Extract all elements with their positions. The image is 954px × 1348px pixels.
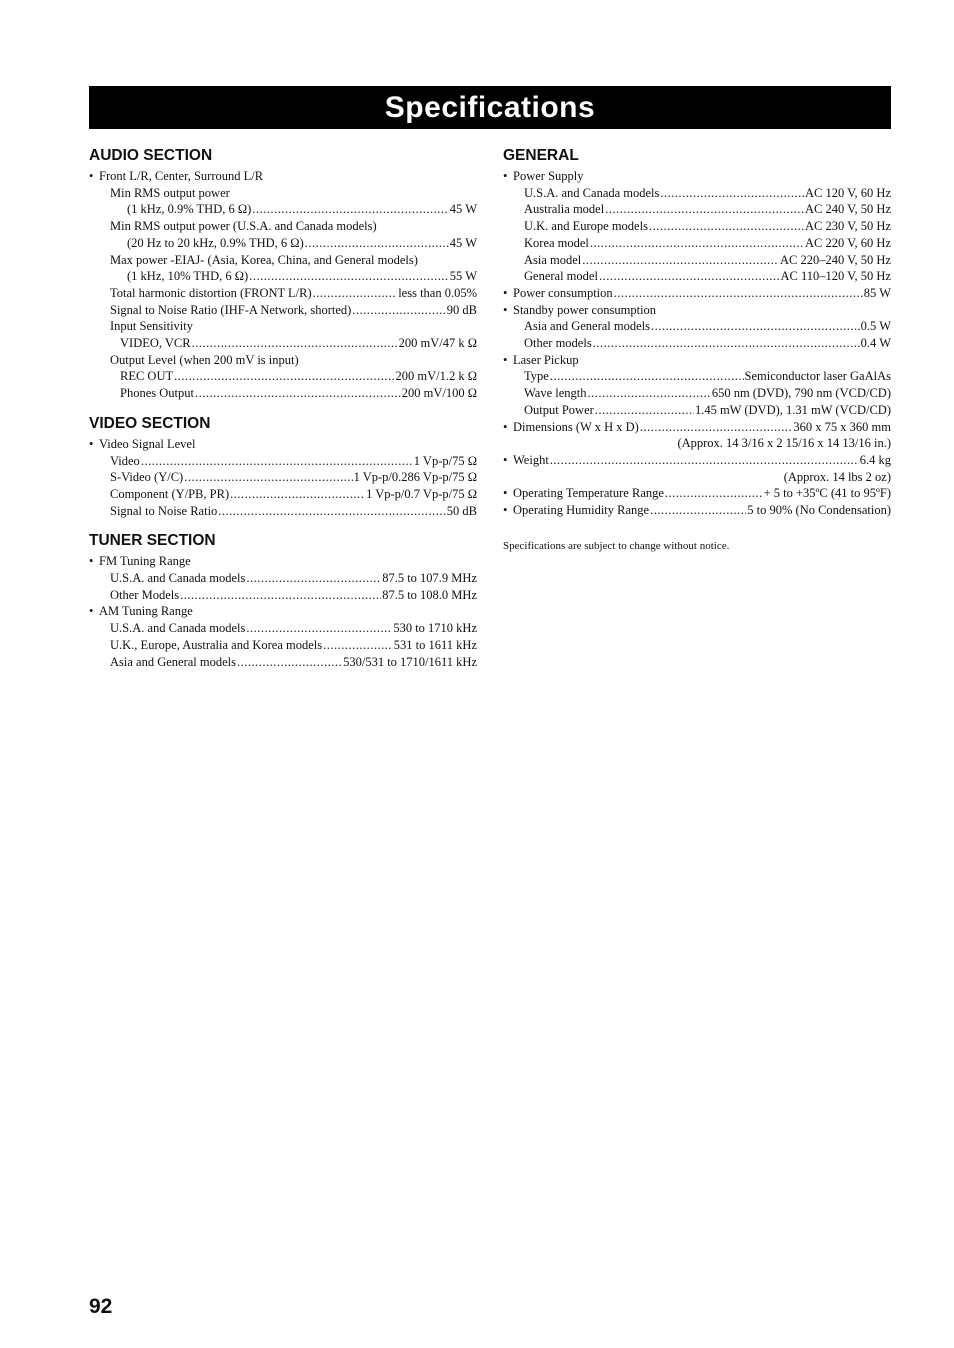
dot-leader	[550, 368, 744, 385]
spec-label: Other models	[524, 336, 592, 351]
spec-line	[89, 201, 477, 218]
spec-value: 200 mV/47 k Ω	[398, 336, 477, 351]
dot-leader	[595, 402, 694, 419]
spec-value: 87.5 to 107.9 MHz	[382, 571, 477, 586]
spec-value: 1 Vp-p/0.7 Vp-p/75 Ω	[366, 486, 477, 501]
spec-line	[89, 218, 477, 235]
dot-leader	[305, 235, 449, 252]
spec-value: 1.45 mW (DVD), 1.31 mW (VCD/CD)	[694, 402, 891, 417]
spec-label: (Approx. 14 lbs 2 oz)	[783, 469, 891, 484]
spec-label: Australia model	[524, 202, 605, 217]
spec-line	[503, 385, 891, 402]
tuner-section-heading: TUNER SECTION	[89, 532, 216, 550]
spec-line	[503, 201, 891, 218]
spec-line	[89, 637, 477, 654]
spec-line	[89, 603, 477, 620]
spec-label: Video Signal Level	[99, 436, 196, 451]
spec-line	[503, 469, 891, 486]
dot-leader	[195, 385, 401, 402]
spec-label: U.S.A. and Canada models	[110, 571, 246, 586]
spec-line	[503, 235, 891, 252]
spec-label: Standby power consumption	[513, 302, 657, 317]
spec-value: AC 110–120 V, 50 Hz	[780, 269, 891, 284]
spec-value: 87.5 to 108.0 MHz	[382, 587, 477, 602]
general-section	[503, 146, 891, 519]
spec-label: U.K., Europe, Australia and Korea models	[110, 637, 323, 652]
dot-leader	[593, 335, 860, 352]
dot-leader	[599, 268, 780, 285]
spec-line	[89, 385, 477, 402]
dot-leader	[237, 654, 342, 671]
spec-label: Wave length	[524, 386, 587, 401]
spec-label: Signal to Noise Ratio (IHF-A Network, shorted)	[110, 302, 352, 317]
bullet-icon: •	[503, 169, 508, 183]
spec-value: 6.4 kg	[859, 452, 891, 467]
spec-line	[503, 435, 891, 452]
spec-line	[503, 368, 891, 385]
dot-leader	[174, 368, 394, 385]
spec-line	[89, 587, 477, 604]
spec-label: (20 Hz to 20 kHz, 0.9% THD, 6 Ω)	[127, 235, 304, 250]
dot-leader	[650, 502, 746, 519]
dot-leader	[651, 318, 860, 335]
spec-label: Dimensions (W x H x D)	[513, 419, 639, 434]
spec-value: 55 W	[449, 269, 477, 284]
spec-label: Korea model	[524, 235, 589, 250]
general-spec-list	[503, 168, 891, 519]
spec-line	[89, 168, 477, 185]
spec-line	[503, 168, 891, 185]
dot-leader	[665, 485, 763, 502]
spec-value: 50 dB	[446, 503, 477, 518]
spec-line	[89, 352, 477, 369]
spec-line	[503, 335, 891, 352]
spec-value: 200 mV/100 Ω	[401, 386, 477, 401]
spec-label: General model	[524, 269, 598, 284]
spec-value: 0.4 W	[860, 336, 891, 351]
spec-line	[89, 453, 477, 470]
spec-label: Total harmonic distortion (FRONT L/R)	[110, 285, 312, 300]
spec-line	[89, 436, 477, 453]
dot-leader	[640, 419, 793, 436]
spec-line	[503, 268, 891, 285]
spec-value: 45 W	[449, 202, 477, 217]
bullet-icon: •	[503, 352, 508, 367]
spec-label: Video	[110, 453, 140, 468]
spec-value: 200 mV/1.2 k Ω	[395, 369, 477, 384]
spec-line	[89, 335, 477, 352]
spec-label: Asia and General models	[110, 654, 237, 669]
dot-leader	[246, 570, 381, 587]
spec-label: (Approx. 14 3/16 x 2 15/16 x 14 13/16 in.)	[677, 436, 891, 451]
dot-leader	[180, 587, 381, 604]
dot-leader	[614, 285, 863, 302]
spec-line	[503, 502, 891, 519]
spec-label: Min RMS output power (U.S.A. and Canada models)	[110, 219, 377, 234]
spec-line	[503, 402, 891, 419]
dot-leader	[313, 285, 398, 302]
dot-leader	[323, 637, 393, 654]
spec-value: 0.5 W	[860, 319, 891, 334]
spec-value: 650 nm (DVD), 790 nm (VCD/CD)	[711, 386, 891, 401]
spec-label: Asia model	[524, 252, 582, 267]
spec-label: (1 kHz, 10% THD, 6 Ω)	[127, 269, 249, 284]
spec-line	[89, 620, 477, 637]
bullet-icon: •	[89, 554, 94, 569]
spec-line	[503, 302, 891, 319]
spec-line	[503, 285, 891, 302]
spec-value: AC 240 V, 50 Hz	[804, 202, 891, 217]
spec-line	[503, 485, 891, 502]
dot-leader	[660, 185, 804, 202]
spec-label: Power consumption	[513, 285, 613, 300]
spec-label: Power Supply	[513, 169, 584, 183]
spec-label: Min RMS output power	[110, 185, 230, 200]
spec-label: U.S.A. and Canada models	[110, 621, 246, 636]
dot-leader	[141, 453, 413, 470]
spec-label: VIDEO, VCR	[120, 336, 191, 351]
spec-value: + 5 to +35ºC (41 to 95ºF)	[763, 486, 891, 501]
spec-line	[503, 218, 891, 235]
spec-label: Output Level (when 200 mV is input)	[110, 352, 299, 367]
disclaimer-note: Specifications are subject to change without notice.	[503, 539, 730, 552]
spec-value: AC 230 V, 50 Hz	[804, 219, 891, 234]
bullet-icon: •	[89, 436, 94, 451]
video-section	[89, 414, 477, 520]
bullet-icon: •	[503, 285, 508, 300]
dot-leader	[192, 335, 398, 352]
spec-label: Other Models	[110, 587, 180, 602]
spec-label: Signal to Noise Ratio	[110, 503, 218, 518]
spec-line	[89, 318, 477, 335]
dot-leader	[184, 469, 352, 486]
spec-line	[503, 252, 891, 269]
video-spec-list	[89, 436, 477, 520]
spec-value: 530/531 to 1710/1611 kHz	[343, 654, 477, 669]
spec-line	[89, 285, 477, 302]
spec-label: Output Power	[524, 402, 594, 417]
bullet-icon: •	[89, 604, 94, 619]
spec-value: 5 to 90% (No Condensation)	[747, 503, 891, 518]
spec-value: 85 W	[863, 285, 891, 300]
spec-line	[89, 553, 477, 570]
spec-label: (1 kHz, 0.9% THD, 6 Ω)	[127, 202, 252, 217]
spec-label: U.S.A. and Canada models	[524, 185, 660, 200]
spec-line	[89, 252, 477, 269]
dot-leader	[588, 385, 711, 402]
spec-label: Component (Y/PB, PR)	[110, 486, 230, 501]
bullet-icon: •	[503, 419, 508, 434]
dot-leader	[590, 235, 804, 252]
spec-value: 531 to 1611 kHz	[393, 637, 477, 652]
spec-value: 1 Vp-p/0.286 Vp-p/75 Ω	[353, 470, 477, 485]
spec-line	[89, 469, 477, 486]
spec-line	[503, 452, 891, 469]
page-number: 92	[89, 1295, 113, 1318]
dot-leader	[249, 268, 449, 285]
spec-line	[89, 302, 477, 319]
dot-leader	[230, 486, 365, 503]
left-column	[89, 146, 477, 682]
right-column	[503, 146, 891, 553]
dot-leader	[252, 201, 448, 218]
spec-label: FM Tuning Range	[99, 554, 191, 569]
bullet-icon: •	[503, 302, 508, 317]
spec-value: 530 to 1710 kHz	[393, 621, 477, 636]
dot-leader	[582, 252, 779, 269]
tuner-spec-list	[89, 553, 477, 670]
spec-line	[503, 318, 891, 335]
spec-value: AC 120 V, 60 Hz	[804, 185, 891, 200]
dot-leader	[352, 302, 445, 319]
spec-label: Max power -EIAJ- (Asia, Korea, China, and General models)	[110, 252, 418, 267]
spec-value: less than 0.05%	[398, 285, 477, 300]
spec-line	[503, 352, 891, 369]
video-section-heading: VIDEO SECTION	[89, 414, 211, 432]
bullet-icon: •	[89, 169, 94, 183]
bullet-icon: •	[503, 503, 508, 518]
general-section-heading: GENERAL	[503, 147, 579, 164]
audio-section	[89, 146, 477, 402]
spec-label: Front L/R, Center, Surround L/R	[99, 169, 264, 183]
spec-value: AC 220 V, 60 Hz	[804, 235, 891, 250]
spec-line	[89, 368, 477, 385]
spec-label: Weight	[513, 452, 549, 467]
spec-line	[503, 419, 891, 436]
spec-value: 1 Vp-p/75 Ω	[413, 453, 477, 468]
spec-value: 45 W	[449, 235, 477, 250]
spec-label: REC OUT	[120, 369, 174, 384]
spec-value: 90 dB	[446, 302, 477, 317]
dot-leader	[649, 218, 804, 235]
audio-spec-list	[89, 168, 477, 402]
spec-label: Phones Output	[120, 386, 194, 401]
dot-leader	[218, 503, 445, 520]
spec-line	[89, 235, 477, 252]
spec-line	[89, 503, 477, 520]
spec-value: Semiconductor laser GaAlAs	[744, 369, 891, 384]
page-title: Specifications	[89, 86, 891, 129]
bullet-icon: •	[503, 486, 508, 501]
dot-leader	[246, 620, 392, 637]
tuner-section	[89, 531, 477, 670]
spec-label: Asia and General models	[524, 319, 651, 334]
spec-label: Operating Temperature Range	[513, 486, 664, 501]
spec-label: Operating Humidity Range	[513, 503, 650, 518]
spec-label: U.K. and Europe models	[524, 219, 648, 234]
spec-line	[503, 185, 891, 202]
bullet-icon: •	[503, 452, 508, 467]
dot-leader	[605, 201, 804, 218]
audio-section-heading: AUDIO SECTION	[89, 147, 213, 164]
spec-line	[89, 654, 477, 671]
spec-line	[89, 486, 477, 503]
spec-value: AC 220–240 V, 50 Hz	[779, 252, 891, 267]
spec-label: AM Tuning Range	[99, 604, 193, 619]
dot-leader	[550, 452, 859, 469]
spec-label: Laser Pickup	[513, 352, 579, 367]
spec-label: Type	[524, 369, 549, 384]
spec-line	[89, 268, 477, 285]
spec-line	[89, 185, 477, 202]
spec-label: S-Video (Y/C)	[110, 470, 184, 485]
spec-label: Input Sensitivity	[110, 319, 193, 334]
spec-line	[89, 570, 477, 587]
spec-value: 360 x 75 x 360 mm	[793, 419, 891, 434]
